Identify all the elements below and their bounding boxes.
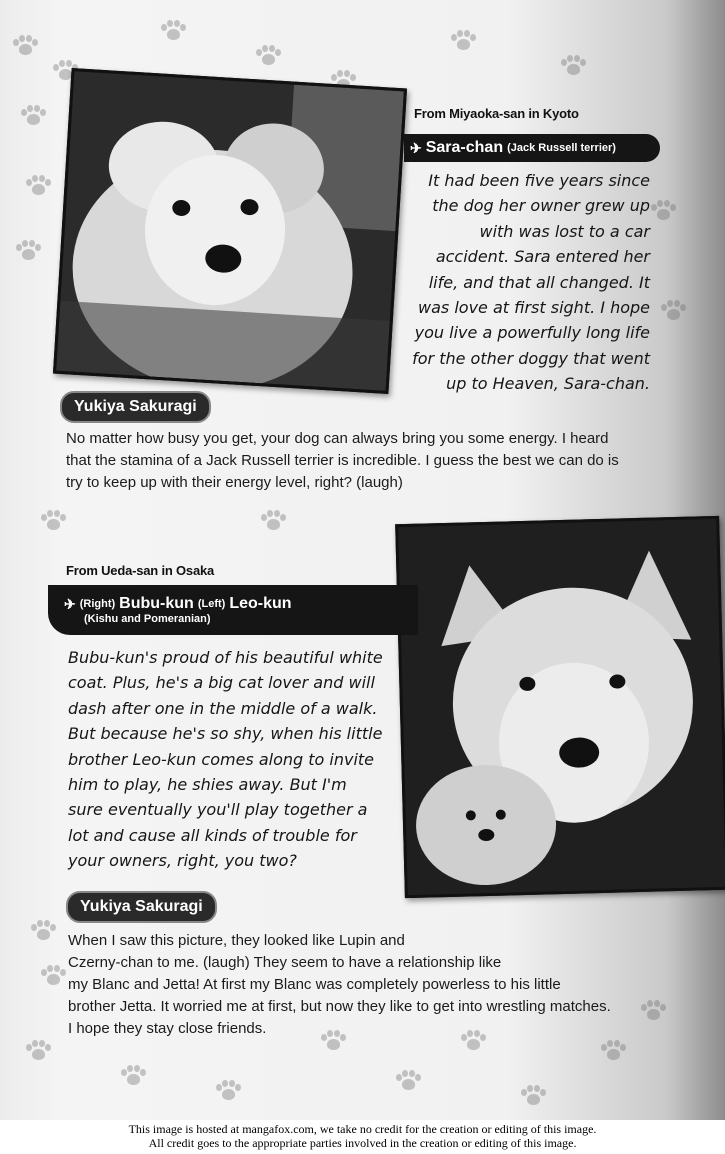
entry2-right-label: (Right): [79, 598, 116, 610]
paw-print-icon: [40, 510, 66, 532]
entry2-left-name: Leo-kun: [229, 595, 292, 612]
message-line: accident. Sara entered her: [435, 247, 650, 267]
paw-print-icon: [12, 35, 38, 57]
footer-line: All credit goes to the appropriate parties involved in the creation or editing of this image.: [148, 1136, 577, 1150]
comment-line: I hope they stay close friends.: [68, 1020, 267, 1037]
paw-print-icon: [255, 45, 281, 67]
message-line: up to Heaven, Sara-chan.: [446, 374, 650, 394]
paw-print-icon: [450, 30, 476, 52]
paw-print-icon: [30, 920, 56, 942]
message-line: Bubu-kun's proud of his beautiful white: [68, 648, 383, 667]
entry1-dog-name-bar: [404, 134, 660, 162]
entry1-comment: [66, 428, 619, 494]
entry1-comment-author: Yukiya Sakuragi: [60, 391, 211, 423]
message-line: with was lost to a car: [479, 221, 650, 241]
comment-line: Czerny-chan to me. (laugh) They seem to have a relationship like: [68, 954, 502, 971]
message-line: him to play, he shies away. But I'm: [68, 775, 347, 795]
bubu-leo-photo: [395, 516, 725, 898]
paw-print-icon: [40, 965, 66, 987]
paw-print-icon: [25, 1040, 51, 1062]
paw-print-icon: [560, 55, 586, 77]
paw-print-icon: [25, 175, 51, 197]
message-line: sure eventually you'll play together a: [68, 800, 368, 820]
dog-icon: ✈: [64, 595, 76, 612]
paw-print-icon: [120, 1065, 146, 1087]
entry1-dog-name: Sara-chan: [425, 139, 504, 156]
paw-print-icon: [600, 1040, 626, 1062]
comment-line: brother Jetta. It worried me at first, but now they like to get into wrestling matches.: [68, 998, 611, 1015]
comment-line: When I saw this picture, they looked like Lupin and: [68, 932, 405, 949]
entry1-from: From Miyaoka-san in Kyoto: [414, 106, 579, 121]
entry1-message: [388, 168, 650, 397]
entry2-left-label: (Left): [197, 598, 226, 610]
message-line: It had been five years since: [428, 171, 650, 190]
entry2-message: [68, 645, 383, 874]
entry2-comment-author: Yukiya Sakuragi: [66, 891, 217, 923]
message-line: brother Leo-kun comes along to invite: [68, 749, 375, 769]
paw-print-icon: [660, 300, 686, 322]
comment-line: that the stamina of a Jack Russell terrier is incredible. I guess the best we can do is: [66, 452, 619, 469]
message-line: lot and cause all kinds of trouble for: [68, 825, 357, 845]
message-line: for the other doggy that went: [412, 348, 650, 368]
footer-line: This image is hosted at mangafox.com, we take no credit for the creation or editing of this image.: [128, 1122, 597, 1136]
paw-print-icon: [20, 105, 46, 127]
message-line: life, and that all changed. It: [428, 272, 650, 292]
comment-line: No matter how busy you get, your dog can always bring you some energy. I heard: [66, 430, 609, 447]
message-line: the dog her owner grew up: [432, 196, 650, 216]
message-line: you live a powerfully long life: [414, 323, 650, 343]
paw-print-icon: [160, 20, 186, 42]
dog-portrait-image: [56, 71, 404, 391]
message-line: your owners, right, you two?: [68, 851, 297, 871]
paw-print-icon: [650, 200, 676, 222]
hosting-credit-footer: [0, 1120, 725, 1154]
comment-line: my Blanc and Jetta! At first my Blanc was completely powerless to his little: [68, 976, 561, 993]
message-line: But because he's so shy, when his little: [68, 724, 383, 744]
entry2-right-name: Bubu-kun: [119, 595, 194, 612]
paw-print-icon: [215, 1080, 241, 1102]
paw-print-icon: [520, 1085, 546, 1107]
comment-line: try to keep up with their energy level, right? (laugh): [66, 474, 403, 491]
message-line: dash after one in the middle of a walk.: [68, 698, 378, 718]
entry2-breeds: (Kishu and Pomeranian): [84, 613, 211, 625]
paw-print-icon: [395, 1070, 421, 1092]
paw-print-icon: [260, 510, 286, 532]
message-line: was love at first sight. I hope: [418, 298, 650, 318]
paw-print-icon: [15, 240, 41, 262]
entry2-comment: [68, 930, 611, 1040]
paw-print-icon: [640, 1000, 666, 1022]
entry2-from: From Ueda-san in Osaka: [66, 563, 215, 578]
dog-icon: ✈: [410, 139, 422, 156]
entry1-dog-breed: (Jack Russell terrier): [507, 142, 616, 154]
sara-chan-photo: [53, 68, 407, 394]
dogs-portrait-image: [398, 519, 725, 895]
message-line: coat. Plus, he's a big cat lover and will: [68, 673, 375, 693]
entry2-dog-name-bar: [48, 585, 418, 635]
